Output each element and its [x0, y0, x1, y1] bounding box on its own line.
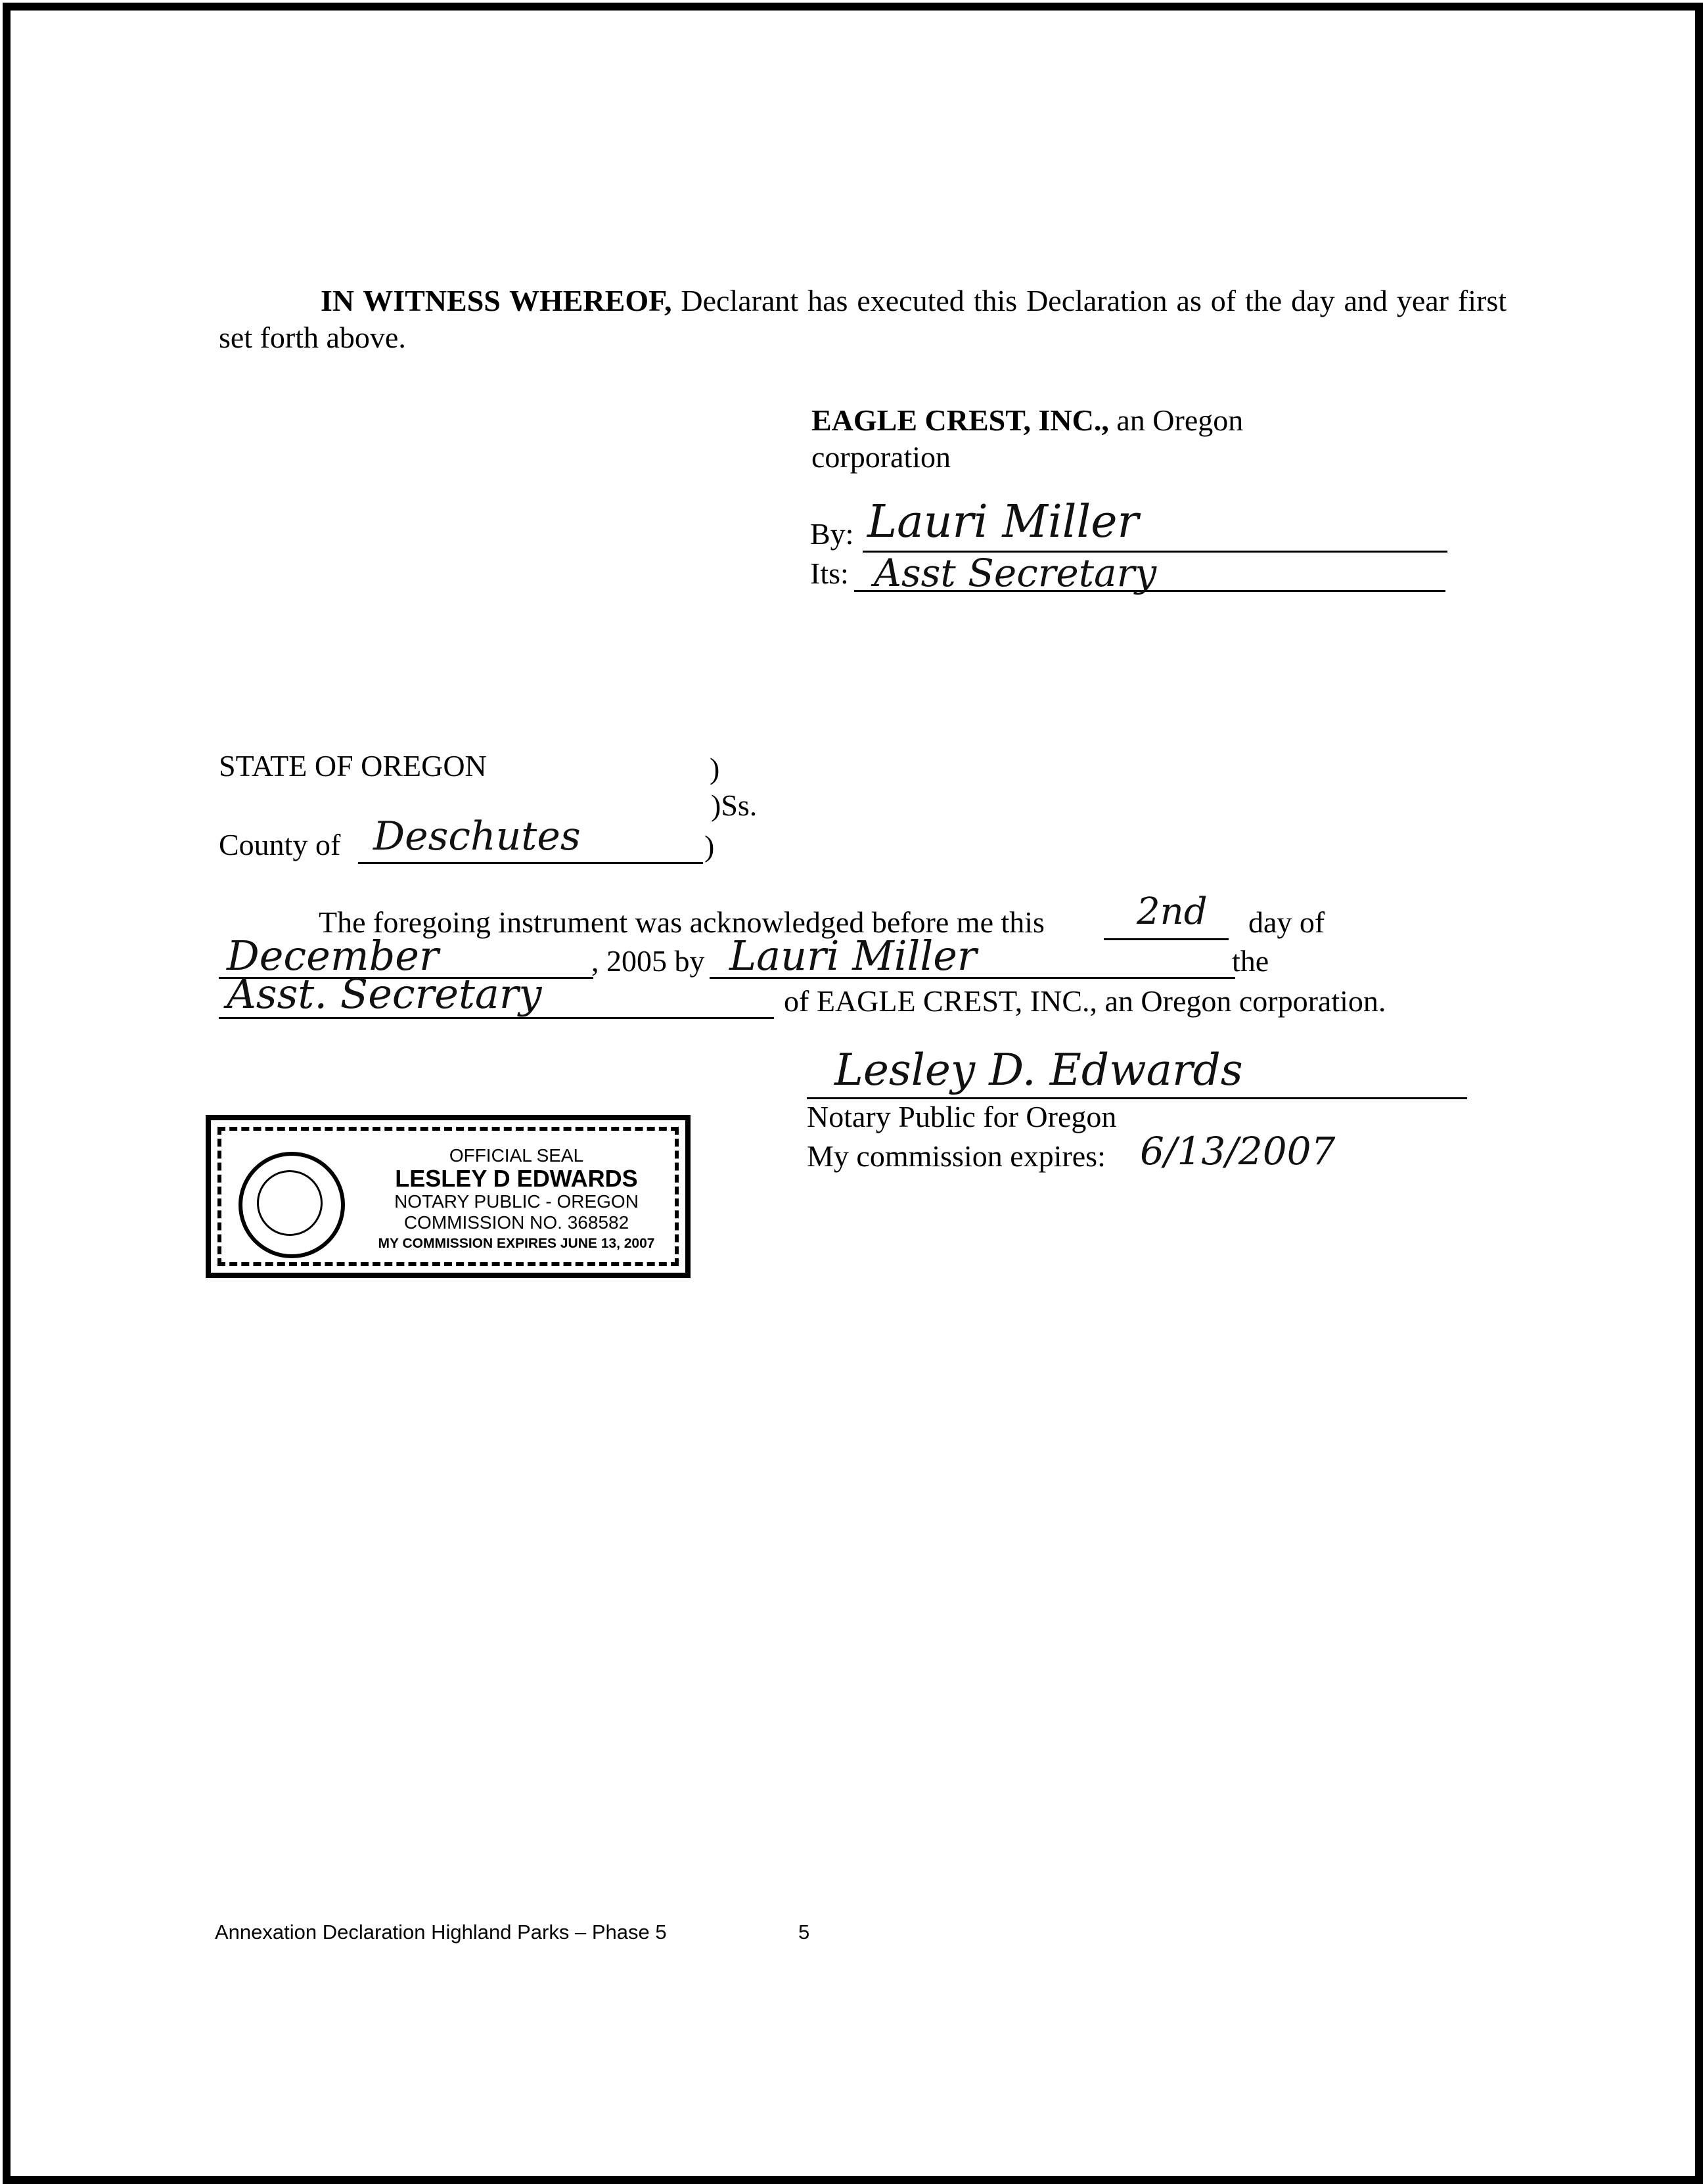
seal-line-4: COMMISSION NO. 368582 — [403, 1212, 629, 1233]
ack-intro: The foregoing instrument was acknowledged before me this — [319, 905, 1045, 939]
commission-label: My commission expires: — [807, 1139, 1106, 1173]
official-seal-stamp — [206, 1115, 691, 1278]
notary-title: Notary Public for Oregon — [807, 1100, 1117, 1133]
seal-line-3: NOTARY PUBLIC - OREGON — [394, 1191, 639, 1212]
ack-of-company: of EAGLE CREST, INC., an Oregon corporation. — [784, 984, 1386, 1018]
county-label: County of — [219, 828, 341, 861]
county-line — [358, 862, 703, 864]
seal-text — [362, 1145, 671, 1254]
commission-handwritten: 6/13/2007 — [1140, 1129, 1336, 1173]
corporation-block — [811, 402, 1370, 476]
by-signature: Lauri Miller — [867, 496, 1139, 548]
its-label: Its: — [810, 557, 849, 590]
seal-line-5: MY COMMISSION EXPIRES JUNE 13, 2007 — [378, 1236, 655, 1251]
its-handwritten: Asst Secretary — [874, 551, 1157, 595]
ack-year-by: , 2005 by — [591, 944, 705, 978]
ack-the: the — [1232, 944, 1269, 978]
day-line — [1104, 938, 1229, 940]
company-name: EAGLE CREST, INC., — [811, 403, 1109, 437]
title-handwritten: Asst. Secretary — [227, 970, 542, 1018]
month-handwritten: December — [227, 932, 439, 980]
company-name-rest: an Oregon — [1116, 403, 1244, 437]
seal-line-1: OFFICIAL SEAL — [449, 1145, 584, 1166]
witness-paragraph — [219, 283, 1507, 356]
seal-emblem-inner — [257, 1170, 323, 1236]
witness-lead: IN WITNESS WHEREOF, — [321, 284, 672, 317]
ack-day-of: day of — [1248, 905, 1325, 939]
witness-text: Declarant has executed this Declaration as of the day and year first set forth above. — [219, 284, 1507, 354]
footer-document-title: Annexation Declaration Highland Parks – Phase 5 — [215, 1921, 667, 1944]
name-handwritten: Lauri Miller — [729, 932, 977, 980]
day-handwritten: 2nd — [1137, 890, 1208, 933]
notary-signature: Lesley D. Edwards — [834, 1045, 1243, 1095]
by-label: By: — [810, 517, 854, 551]
state-seal-emblem — [238, 1152, 345, 1258]
venue-state: STATE OF OREGON — [219, 749, 487, 783]
company-line2: corporation — [811, 440, 951, 474]
footer-page-number: 5 — [798, 1921, 810, 1944]
venue-ss: )Ss. — [711, 788, 758, 822]
seal-line-2: LESLEY D EDWARDS — [395, 1165, 638, 1192]
venue-paren-1: ) — [710, 752, 720, 785]
county-handwritten: Deschutes — [373, 813, 581, 859]
venue-paren-3: ) — [704, 829, 715, 863]
